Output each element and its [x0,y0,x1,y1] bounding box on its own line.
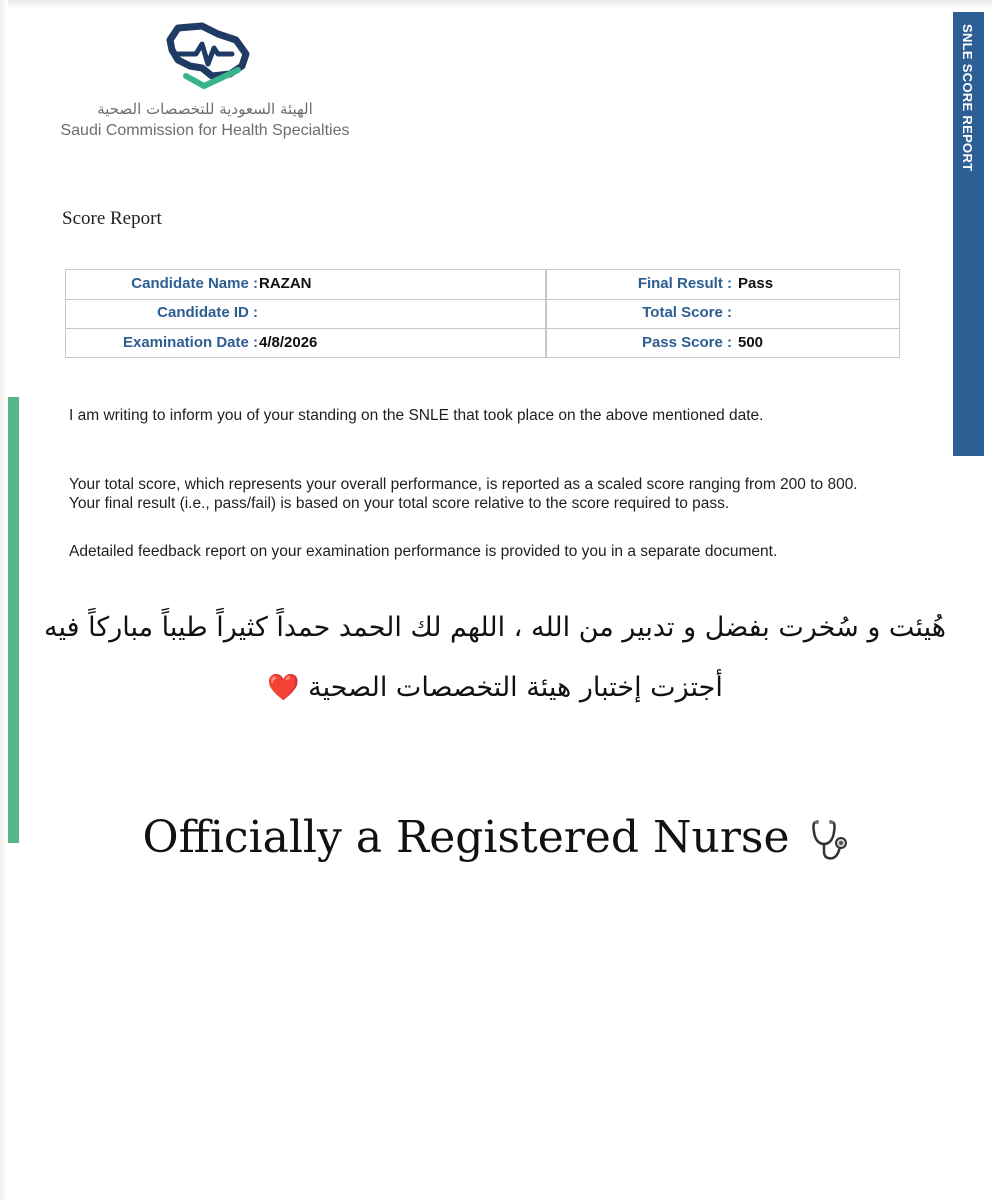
arabic-caption-line-2 [30,672,960,703]
table-row [66,270,899,300]
pass-score-value: 500 [738,334,764,351]
heartbeat-map-logo-icon [160,20,256,90]
table-row [66,329,899,358]
total-score-label: Total Score : [642,304,732,321]
final-result-value: Pass [738,275,774,292]
candidate-id-label: Candidate ID : [157,304,258,321]
table-row [66,299,899,329]
stethoscope-icon [811,818,849,864]
english-caption [0,812,992,864]
standing-paragraph: I am writing to inform you of your standing on the SNLE that took place on the above mentioned date. [69,407,764,424]
table-cell [547,299,899,328]
candidate-name-value: RAZAN [259,275,312,292]
table-cell [66,270,545,299]
exam-date-label: Examination Date : [122,334,258,351]
org-name-english: Saudi Commission for Health Specialties [60,122,350,139]
score-table [65,269,900,358]
page-top-edge [0,0,992,8]
table-cell [547,329,899,358]
heart-icon: ❤️ [267,673,300,703]
exam-date-value: 4/8/2026 [259,334,318,351]
report-title: Score Report [62,208,162,229]
score-explanation-paragraph: Your total score, which represents your overall performance, is reported as a scaled score ranging from 200 to 800. Your final result (i.e., pass/fail) is based on your total score relative to the score required to pass. [69,476,858,512]
feedback-paragraph: Adetailed feedback report on your examination performance is provided to you in a separate document. [69,543,778,560]
table-cell [66,299,545,328]
arabic-caption-line-2-text: أجتزت إختبار هيئة التخصصات الصحية [308,672,723,703]
table-cell [66,329,545,358]
candidate-name-label: Candidate Name : [131,275,258,292]
org-name-arabic: الهيئة السعودية للتخصصات الصحية [97,100,313,118]
table-cell [547,270,899,299]
green-accent-bar [8,397,19,843]
pass-score-label: Pass Score : [641,334,732,351]
english-caption-text: Officially a Registered Nurse [142,812,790,863]
page-left-edge [0,0,8,1200]
arabic-caption-line-1: هُيئت و سُخرت بفضل و تدبير من الله ، اللهم لك الحمد حمداً كثيراً طيباً مباركاً فيه [44,612,946,643]
final-result-label: Final Result : [637,275,732,292]
side-ribbon-label: SNLE SCORE REPORT [960,24,975,172]
